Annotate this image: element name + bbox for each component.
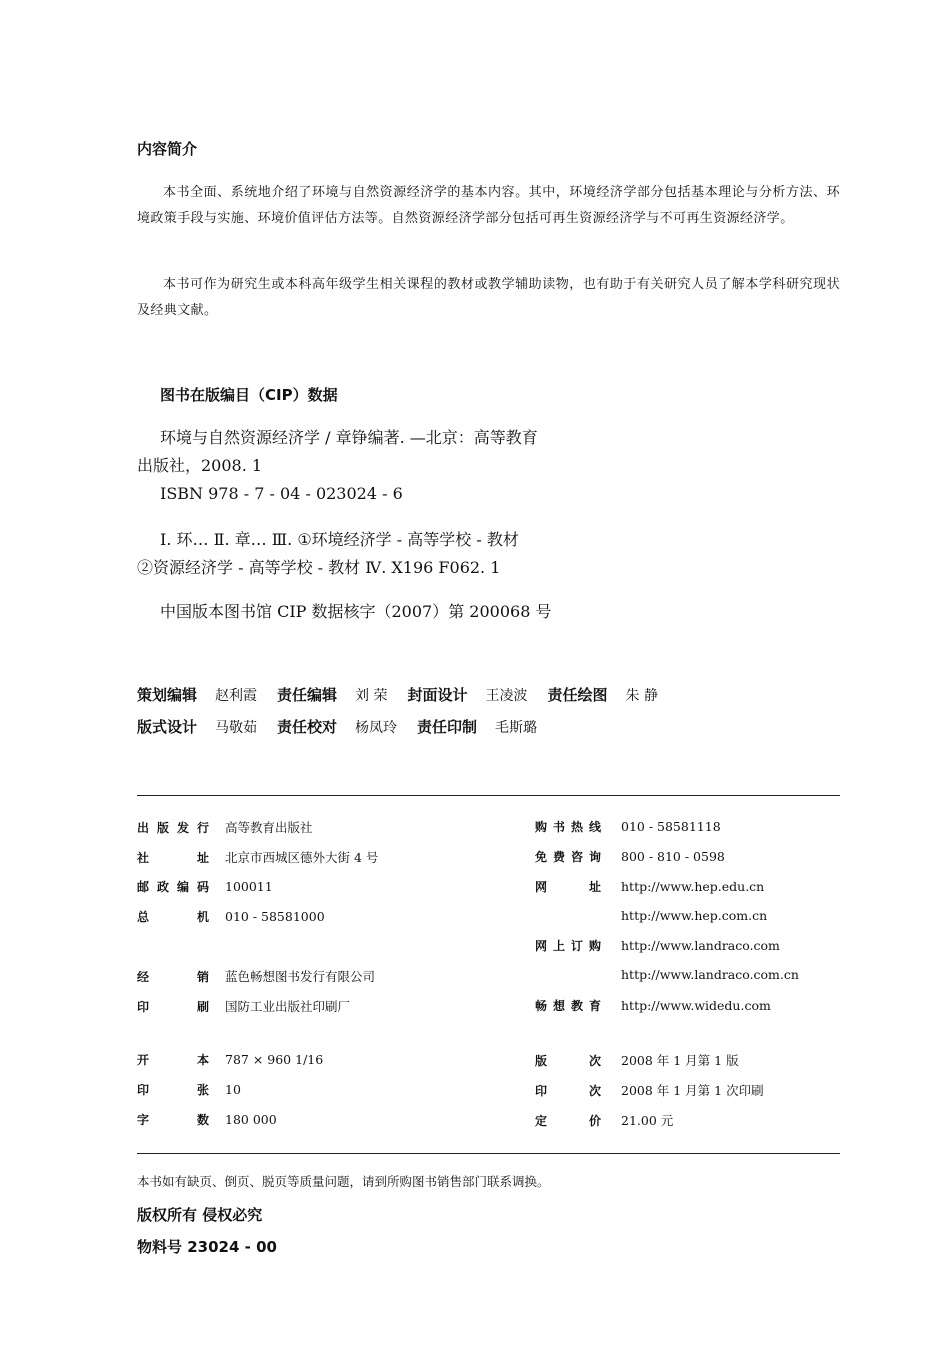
pub-row: 邮政编码 100011 — [137, 879, 273, 894]
pub-row: 网上订购 http://www.landraco.com — [535, 938, 780, 953]
pub-row — [535, 908, 767, 923]
credit-label: 版式设计 — [137, 718, 198, 736]
pub-row — [535, 967, 799, 982]
credit-label: 责任绘图 — [547, 686, 608, 704]
website-link: http://www.widedu.com — [621, 998, 771, 1013]
divider-top — [137, 795, 840, 796]
credit-label: 策划编辑 — [137, 686, 198, 704]
credits-row-1 — [137, 684, 678, 705]
pub-row: 出版发行 高等教育出版社 — [137, 820, 313, 835]
pub-row: 网址 http://www.hep.edu.cn — [535, 879, 765, 894]
credit-label: 责任校对 — [277, 718, 338, 736]
pub-row: 购书热线 010 - 58581118 — [535, 819, 721, 834]
pub-row: 印刷 国防工业出版社印刷厂 — [137, 999, 351, 1014]
pub-row: 版次 2008 年 1 月第 1 版 — [535, 1053, 739, 1068]
credit-label: 责任编辑 — [277, 686, 338, 704]
pub-row: 印张 10 — [137, 1082, 241, 1097]
credit-label: 责任印制 — [417, 718, 478, 736]
website-link: http://www.hep.com.cn — [621, 908, 768, 923]
credit-value: 毛斯璐 — [495, 720, 538, 736]
credit-value: 杨凤玲 — [355, 720, 398, 736]
intro-heading: 内容简介 — [137, 140, 198, 158]
pub-row: 印次 2008 年 1 月第 1 次印刷 — [535, 1083, 764, 1098]
cip-line-5: ②资源经济学 - 高等学校 - 教材 Ⅳ. X196 F062. 1 — [137, 558, 501, 577]
pub-row: 开本 787 × 960 1/16 — [137, 1052, 324, 1067]
pub-row: 定价 21.00 元 — [535, 1113, 674, 1128]
cip-line-3: ISBN 978 - 7 - 04 - 023024 - 6 — [160, 484, 403, 503]
credit-value: 刘 荣 — [355, 688, 388, 704]
intro-paragraph-1: 本书全面、系统地介绍了环境与自然资源经济学的基本内容。其中，环境经济学部分包括基本理论与分析方法、环境政策手段与实施、环境价值评估方法等。自然资源经济学部分包括可再生资源经济学与不可再生资源经济学。 — [137, 185, 840, 226]
divider-bottom — [137, 1153, 840, 1154]
intro-paragraph-2: 本书可作为研究生或本科高年级学生相关课程的教材或教学辅助读物，也有助于有关研究人员了解本学科研究现状及经典文献。 — [137, 277, 840, 318]
cip-line-4: Ⅰ. 环… Ⅱ. 章… Ⅲ. ①环境经济学 - 高等学校 - 教材 — [160, 530, 519, 549]
cip-heading: 图书在版编目（CIP）数据 — [160, 386, 338, 404]
pub-row: 经销 蓝色畅想图书发行有限公司 — [137, 969, 376, 984]
credit-value: 赵利霞 — [215, 688, 258, 704]
credit-value: 马敬茹 — [215, 720, 258, 736]
credits-row-2 — [137, 716, 557, 737]
cip-line-1: 环境与自然资源经济学 / 章铮编著. —北京：高等教育 — [160, 428, 538, 447]
cip-line-6: 中国版本图书馆 CIP 数据核字（2007）第 200068 号 — [160, 602, 552, 621]
copyright-notice: 版权所有 侵权必究 — [137, 1206, 263, 1224]
credit-value: 王凌波 — [485, 688, 528, 704]
pub-row: 畅想教育 http://www.widedu.com — [535, 998, 771, 1013]
website-link: http://www.landraco.com — [621, 938, 780, 953]
material-number: 物料号 23024 - 00 — [137, 1238, 277, 1256]
website-link: http://www.landraco.com.cn — [621, 967, 799, 982]
pub-row: 总机 010 - 58581000 — [137, 909, 325, 924]
pub-row: 字数 180 000 — [137, 1112, 277, 1127]
cip-line-2: 出版社，2008. 1 — [137, 456, 263, 475]
pub-row: 社址 北京市西城区德外大街 4 号 — [137, 850, 379, 865]
credit-value: 朱 静 — [625, 688, 658, 704]
pub-row: 免费咨询 800 - 810 - 0598 — [535, 849, 725, 864]
website-link: http://www.hep.edu.cn — [621, 879, 765, 894]
quality-notice: 本书如有缺页、倒页、脱页等质量问题，请到所购图书销售部门联系调换。 — [137, 1174, 550, 1189]
credit-label: 封面设计 — [407, 686, 468, 704]
